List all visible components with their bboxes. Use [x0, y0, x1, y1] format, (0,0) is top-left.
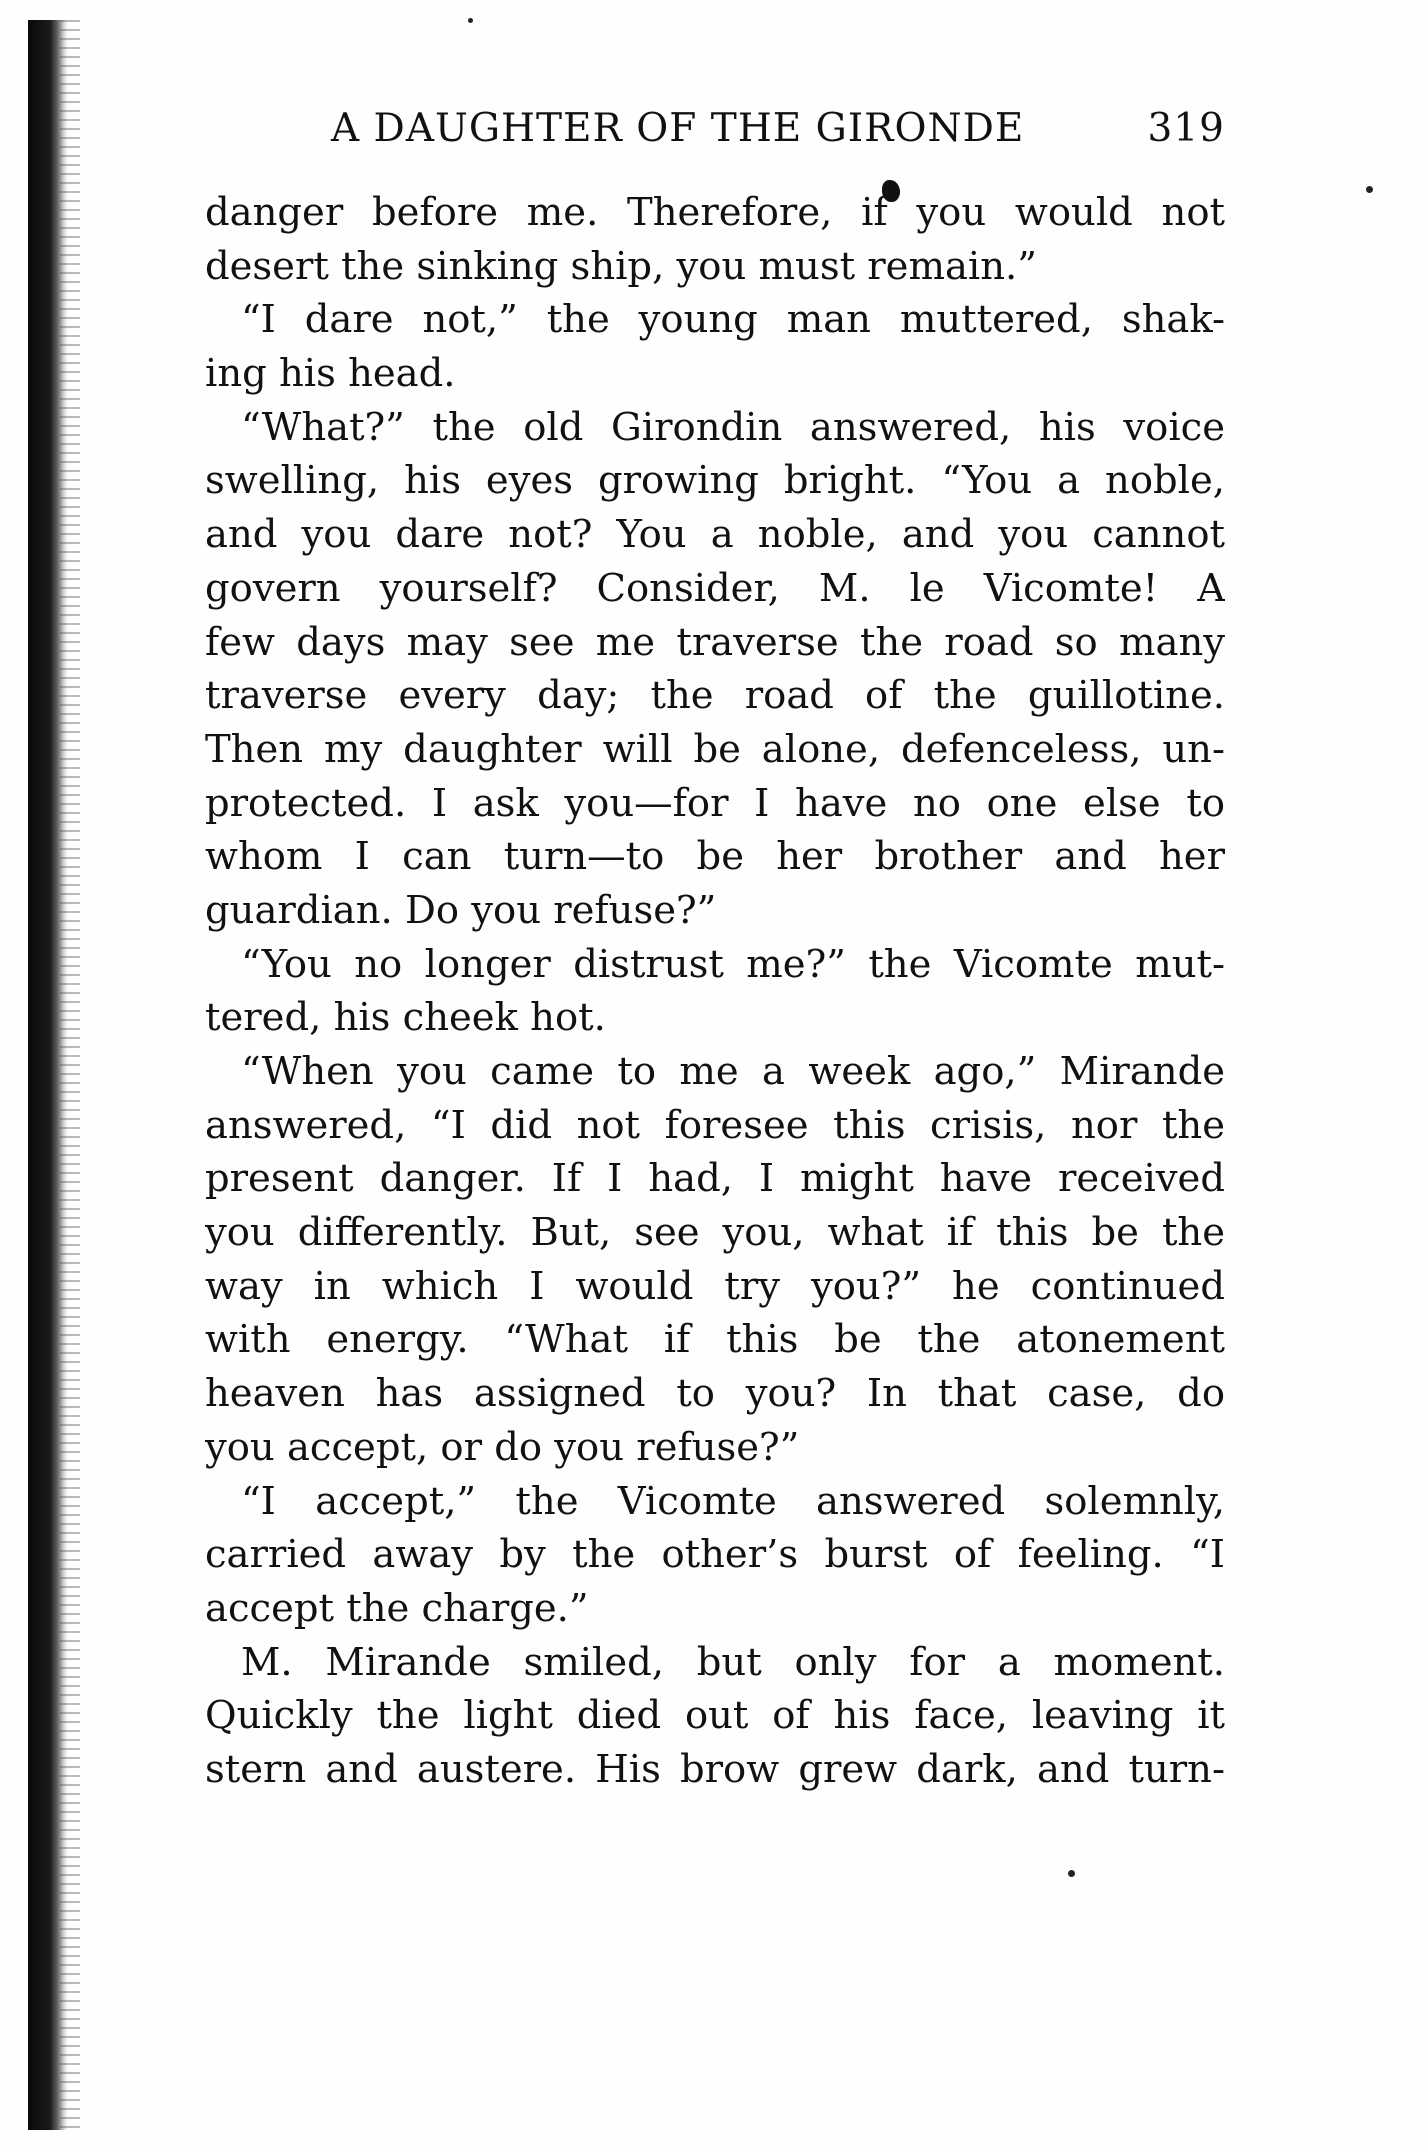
text-line: present danger. If I had, I might have received	[205, 1156, 1225, 1202]
ink-speck-mark	[1068, 1870, 1075, 1877]
text-line: and you dare not? You a noble, and you cannot	[205, 512, 1225, 558]
text-line: “I dare not,” the young man muttered, shak-	[241, 297, 1225, 343]
text-line: you differently. But, see you, what if this be the	[205, 1210, 1225, 1256]
text-line: danger before me. Therefore, if you would not	[205, 190, 1225, 235]
binding-shadow	[60, 20, 80, 2130]
text-line: whom I can turn—to be her brother and her	[205, 834, 1225, 880]
text-line: accept the charge.”	[205, 1585, 589, 1631]
text-line: stern and austere. His brow grew dark, and turn-	[205, 1746, 1225, 1792]
running-title: A DAUGHTER OF THE GIRONDE	[331, 106, 1025, 151]
text-line: desert the sinking ship, you must remain.”	[205, 243, 1037, 289]
text-line: protected. I ask you—for I have no one else to	[205, 780, 1225, 826]
text-line: swelling, his eyes growing bright. “You a noble,	[205, 458, 1225, 504]
page-number: 319	[1147, 106, 1225, 151]
body-text	[205, 186, 1225, 1797]
text-line: M. Mirande smiled, but only for a moment.	[241, 1639, 1225, 1685]
text-line: govern yourself? Consider, M. le Vicomte! A	[205, 565, 1225, 611]
text-line: tered, his cheek hot.	[205, 995, 606, 1041]
text-line: answered, “I did not foresee this crisis, nor the	[205, 1102, 1225, 1148]
text-line: carried away by the other’s burst of feeling. “I	[205, 1532, 1225, 1578]
text-line: way in which I would try you?” he continued	[205, 1263, 1225, 1309]
ink-speck-mark	[1366, 186, 1373, 193]
text-line: with energy. “What if this be the atonement	[205, 1317, 1225, 1363]
text-line: traverse every day; the road of the guillotine.	[205, 673, 1225, 719]
text-line: ing his head.	[205, 351, 456, 397]
text-line: you accept, or do you refuse?”	[205, 1424, 800, 1470]
ink-speck-mark	[468, 18, 473, 23]
text-line: “I accept,” the Vicomte answered solemnly,	[241, 1478, 1225, 1524]
text-line: “You no longer distrust me?” the Vicomte mut-	[241, 941, 1225, 987]
text-line: few days may see me traverse the road so many	[205, 619, 1225, 665]
text-line: “When you came to me a week ago,” Mirande	[241, 1049, 1225, 1094]
text-line: Quickly the light died out of his face, leaving it	[205, 1693, 1225, 1739]
page-header	[205, 106, 1225, 158]
text-line: heaven has assigned to you? In that case, do	[205, 1371, 1225, 1417]
text-line: guardian. Do you refuse?”	[205, 887, 717, 933]
text-line: “What?” the old Girondin answered, his voice	[241, 404, 1225, 450]
text-line: Then my daughter will be alone, defenceless, un-	[205, 726, 1225, 772]
